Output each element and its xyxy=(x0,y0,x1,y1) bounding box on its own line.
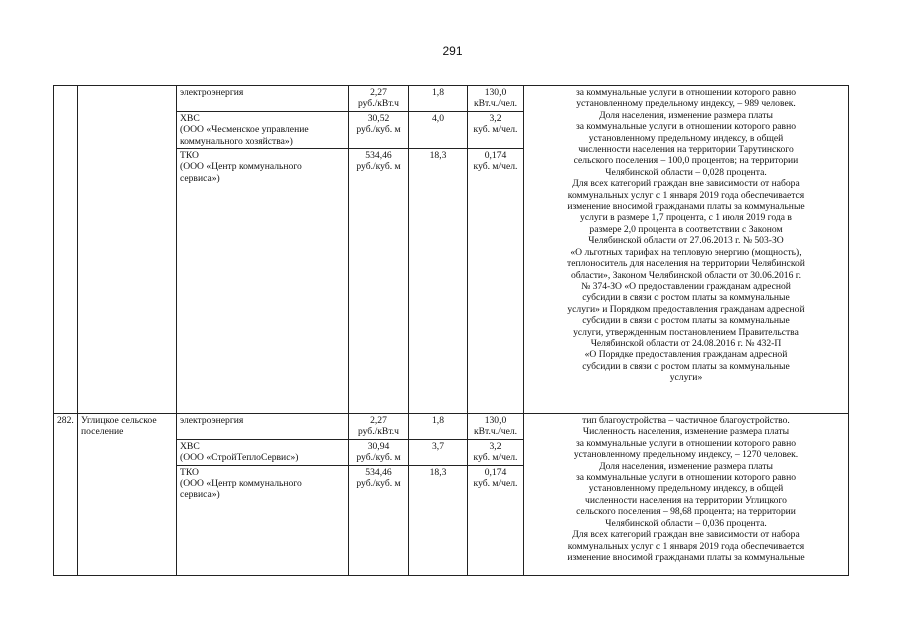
volume-cell: 4,0 xyxy=(409,111,468,148)
norm-cell: 130,0 кВт.ч./чел. xyxy=(468,86,524,112)
tariff-cell: 30,52 руб./куб. м xyxy=(349,111,409,148)
settlement-name-cell: Углицкое сельское поселение xyxy=(78,414,177,576)
info-cell: за коммунальные услуги в отношении которого равно установленному предельному индексу, – 989 человек. Доля населения, изменение размера платы за коммунальные услуги в отношении которого равно установленному предельному индексу, в общей численности населения на территории Тарутинского сельского поселения – 100,0 процентов; на территории Челябинской области – 0,028 процента. Для всех категорий граждан вне зависимости от набора коммунальных услуг с 1 января 2019 года обеспечивается изменение вносимой гражданами платы за коммунальные услуги в размере 1,7 процента, с 1 июля 2019 года в размере 2,0 процента в соответствии с Законом Челябинской области от 27.06.2013 г. № 503-ЗО «О льготных тарифах на тепловую энергию (мощность), теплоноситель для населения на территории Челябинской области», Законом Челябинской области от 30.06.2016 г. № 374-ЗО «О предоставлении гражданам адресной субсидии в связи с ростом платы за коммунальные услуги» и Порядком предоставления гражданам адресной субсидии в связи с ростом платы за коммунальные услуги, утвержденным постановлением Правительства Челябинской области от 24.08.2016 г. № 432-П «О Порядке предоставления гражданам адресной субсидии в связи с ростом платы за коммунальные услуги» xyxy=(524,86,849,414)
service-name-cell: ХВС (ООО «Чесменское управление коммунального хозяйства») xyxy=(177,111,349,148)
info-cell: тип благоустройства – частичное благоустройство. Численность населения, изменение размера платы за коммунальные услуги в отношении которого равно установленному предельному индексу, – 1270 человек. Доля населения, изменение размера платы за коммунальные услуги в отношении которого равно установленному предельному индексу, в общей численности населения на территории Углицкого сельского поселения – 98,68 процента; на территории Челябинской области – 0,036 процента. Для всех категорий граждан вне зависимости от набора коммунальных услуг с 1 января 2019 года обеспечивается изменение вносимой гражданами платы за коммунальные xyxy=(524,414,849,576)
norm-cell: 130,0 кВт.ч./чел. xyxy=(468,414,524,440)
service-name-cell: ХВС (ООО «СтройТеплоСервис») xyxy=(177,439,349,465)
service-name-cell: ТКО (ООО «Центр коммунального сервиса») xyxy=(177,149,349,414)
volume-cell: 1,8 xyxy=(409,414,468,440)
tariff-cell: 534,46 руб./куб. м xyxy=(349,149,409,414)
norm-cell: 0,174 куб. м/чел. xyxy=(468,149,524,414)
norm-cell: 3,2 куб. м/чел. xyxy=(468,439,524,465)
volume-cell: 1,8 xyxy=(409,86,468,112)
table-row xyxy=(54,414,849,440)
volume-cell: 3,7 xyxy=(409,439,468,465)
table-row xyxy=(54,86,849,112)
settlement-name-cell xyxy=(78,86,177,414)
tariff-cell: 2,27 руб./кВт.ч xyxy=(349,414,409,440)
norm-cell: 0,174 куб. м/чел. xyxy=(468,465,524,575)
service-name-cell: электроэнергия xyxy=(177,414,349,440)
volume-cell: 18,3 xyxy=(409,465,468,575)
tariff-cell: 534,46 руб./куб. м xyxy=(349,465,409,575)
service-name-cell: электроэнергия xyxy=(177,86,349,112)
tariff-cell: 2,27 руб./кВт.ч xyxy=(349,86,409,112)
tariff-table xyxy=(53,85,849,576)
service-name-cell: ТКО (ООО «Центр коммунального сервиса») xyxy=(177,465,349,575)
page-number: 291 xyxy=(442,44,463,58)
row-number-cell xyxy=(54,86,78,414)
tariff-cell: 30,94 руб./куб. м xyxy=(349,439,409,465)
row-number-cell: 282. xyxy=(54,414,78,576)
norm-cell: 3,2 куб. м/чел. xyxy=(468,111,524,148)
volume-cell: 18,3 xyxy=(409,149,468,414)
